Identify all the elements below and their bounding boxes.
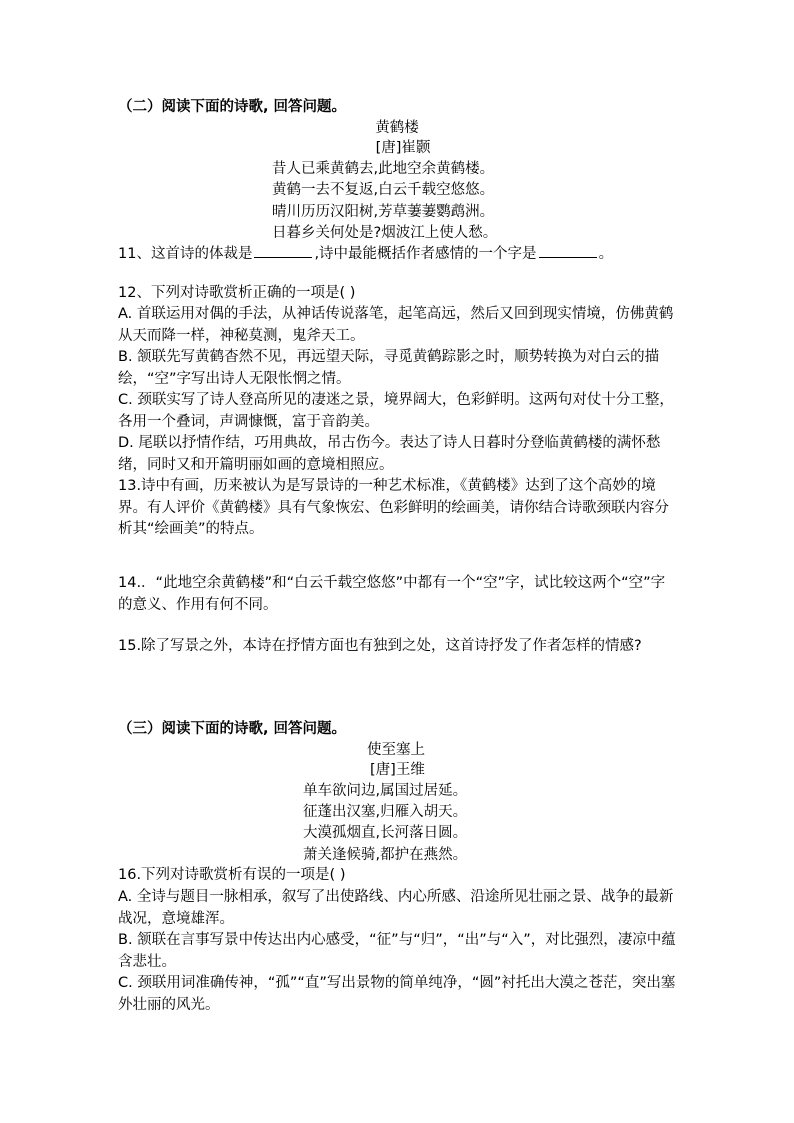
q11-text-2: ,诗中最能概括作者感情的一个字是 [314, 246, 537, 262]
q11-blank-genre[interactable] [254, 243, 312, 258]
poem2-line-4: 萧关逢候骑,都护在燕然。 [303, 847, 468, 863]
poem1-line-2: 黄鹤一去不复返,白云千载空悠悠。 [272, 182, 495, 198]
q11-blank-emotion[interactable] [539, 243, 597, 258]
q11-text-3: 。 [598, 246, 614, 262]
q12-option-a: A. 首联运用对偶的手法，从神话传说落笔，起笔高远，然后又回到现实情境，仿佛黄鹤从天而降一样，神秘莫测，鬼斧天工。 [118, 306, 674, 344]
question-16-stem: 16.下列对诗歌赏析有误的一项是( ) [118, 867, 346, 883]
poem1-author: [唐]崔颢 [375, 140, 431, 156]
poem1-line-3: 晴川历历汉阳树,芳草萋萋鹦鹉洲。 [272, 204, 495, 220]
question-14: 14.．“此地空余黄鹤楼”和“白云千载空悠悠”中都有一个“空”字，试比较这两个“空”字的意义、作用有何不同。 [118, 575, 666, 613]
poem2-title: 使至塞上 [367, 742, 425, 758]
poem2-line-2: 征蓬出汉塞,归雁入胡天。 [303, 804, 468, 820]
poem2-author: [唐]王维 [370, 762, 425, 778]
section2-heading: （二）阅读下面的诗歌, 回答问题。 [118, 99, 347, 115]
q11-text-1: 11、这首诗的体裁是 [118, 246, 253, 262]
poem1-line-1: 昔人已乘黄鹤去,此地空余黄鹤楼。 [272, 161, 495, 177]
poem2-line-1: 单车欲问边,属国过居延。 [303, 783, 468, 799]
section3-heading: （三）阅读下面的诗歌, 回答问题。 [118, 721, 347, 737]
question-15: 15.除了写景之外，本诗在抒情方面也有独到之处，这首诗抒发了作者怎样的情感? [118, 638, 642, 654]
question-13: 13.诗中有画，历来被认为是写景诗的一种艺术标准，《黄鹤楼》达到了这个高妙的境界。有人评价《黄鹤楼》具有气象恢宏、色彩鲜明的绘画美，请你结合诗歌颈联内容分析其“绘画美”的特点。 [118, 478, 669, 537]
question-11 [118, 243, 613, 264]
poem2-line-3: 大漠孤烟直,长河落日圆。 [303, 825, 468, 841]
poem1-line-4: 日暮乡关何处是?烟波江上使人愁。 [272, 225, 498, 241]
q12-option-d: D. 尾联以抒情作结，巧用典故，吊古伤今。表达了诗人日暮时分登临黄鹤楼的满怀愁绪，同时又和开篇明丽如画的意境相照应。 [118, 435, 661, 473]
q16-option-b: B. 颔联在言事写景中传达出内心感受，“征”与“归”，“出”与“入”，对比强烈，凄凉中蕴含悲壮。 [118, 932, 676, 970]
q16-option-a: A. 全诗与题目一脉相承，叙写了出使路线、内心所感、沿途所见壮丽之景、战争的最新战况，意境雄浑。 [118, 889, 674, 927]
question-12-stem: 12、下列对诗歌赏析正确的一项是( ) [118, 285, 356, 301]
q12-option-b: B. 颔联先写黄鹤杳然不见，再远望天际，寻觅黄鹤踪影之时，顺势转换为对白云的描绘，“空”字写出诗人无限怅惘之情。 [118, 349, 660, 387]
q12-option-c: C. 颈联实写了诗人登高所见的凄迷之景，境界阔大，色彩鲜明。这两句对仗十分工整，各用一个叠词，声调慷慨，富于音韵美。 [118, 392, 674, 430]
q16-option-c: C. 颈联用词准确传神，“孤”“直”写出景物的简单纯净，“圆”衬托出大漠之苍茫，突出塞外壮丽的风光。 [118, 975, 676, 1013]
poem1-title: 黄鹤楼 [375, 120, 419, 136]
